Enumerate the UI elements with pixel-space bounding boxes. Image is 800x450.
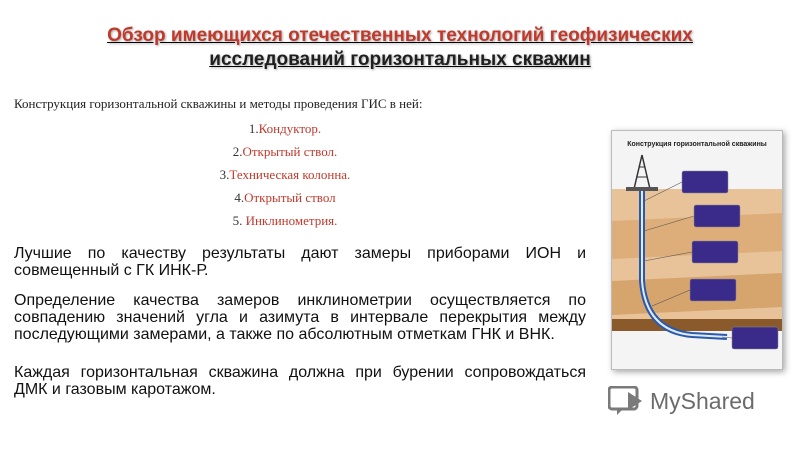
watermark-text: MyShared: [650, 387, 755, 414]
step-item: 1.Кондуктор.: [248, 121, 322, 136]
step-item: 2.Открытый ствол.: [232, 144, 338, 159]
paragraph-2: Определение качества замеров инклинометрии осуществляется по совпадению значений угла и азимута в интервале перекрытия между последующими замерами, а также по абсолютным отметкам ГНК и ВНК.: [14, 292, 586, 343]
step-item: 5. Инклинометрия.: [232, 213, 338, 228]
step-item: 4.Открытый ствол: [234, 190, 336, 205]
intro-text: Конструкция горизонтальной скважины и методы проведения ГИС в ней:: [14, 96, 423, 111]
well-construction-figure: [611, 130, 783, 370]
paragraph-3: Каждая горизонтальная скважина должна при бурении сопровождаться ДМК и газовым каротажом.: [14, 364, 586, 398]
title-line-1: Обзор имеющихся отечественных технологий геофизических: [107, 25, 693, 46]
figure-title: Конструкция горизонтальной скважины: [627, 141, 767, 148]
steps-list: [200, 117, 370, 232]
title-line-2: исследований горизонтальных скважин: [209, 49, 591, 70]
horizontal-well-diagram-icon: [612, 131, 782, 369]
step-item: 3.Техническая колонна.: [219, 167, 351, 182]
paragraph-1: Лучшие по качеству результаты дают замеры приборами ИОН и совмещенный с ГК ИНК-Р.: [14, 245, 586, 279]
myshared-watermark: [608, 386, 755, 416]
myshared-logo-icon: [608, 386, 644, 416]
slide-title: [40, 24, 760, 72]
